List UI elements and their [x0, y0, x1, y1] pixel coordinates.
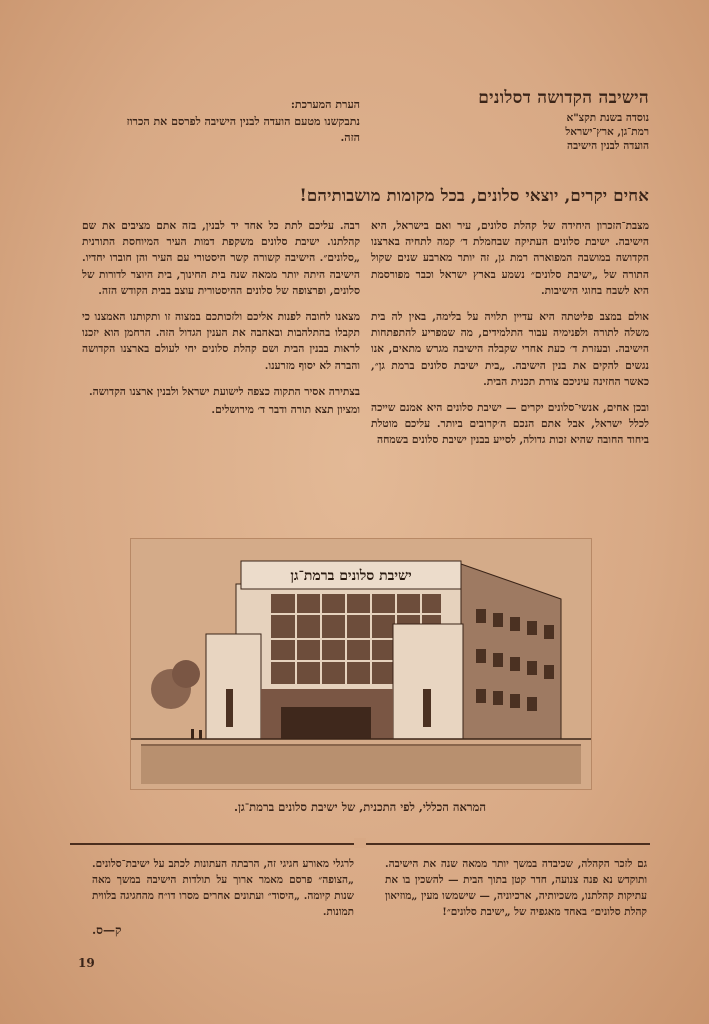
- footnote-signature: ק—ס.: [92, 923, 122, 937]
- editor-note-label: הערת המערכת:: [290, 98, 360, 111]
- masthead-founded: נוסדה בשנת תקצ"א: [566, 112, 649, 124]
- paragraph: ומציון תצא תורה ודבר ד׳ מירושלים.: [211, 404, 360, 417]
- page-number: 19: [78, 956, 95, 970]
- paragraph: ובכן אחים, אנשי־סלונים יקרים — ישיבת סלונים היא אמנם שייכה לכלל ישראל, אבל אתם הנכם ה׳קרובים ביותר. עליכם מוטלת ביחוד החובה שהיא זכות גדולה, לסייע בבנין ישיבת סלונים בשמחה: [371, 402, 649, 447]
- footnote-right: גם לזכר הקהלה, שכיבדה במשך יותר ממאה שנה את הישיבה. ותוקדש נא פנה צנועה, חדר קטן בתוך הבית — להשכין בו את עתיקות קהלתנו, משכיותיה, ארכיוניה, — שישמשו מעין „מוזיאון קהלת סלונים״ באחד מאגפיה של „ישיבת סלונים״!: [385, 858, 647, 918]
- paragraph: בצתירה אסיר התקוה כצפה לישועת ישראל ולבנין ארצנו הקדושה.: [88, 385, 360, 398]
- building-illustration: [130, 538, 592, 790]
- paragraph: מצאנו לחובה לפנות אליכם ולזכותכם במצוה זו ותקותנו האמצנו כי תקבלו בהתלהבות ובאהבה את הענין הגדול הזה. הרחמן הוא יזכנו לראות בבנין הבית ושם קהלת סלונים יחי לעולם בארצנו הקדושה והברה לא יסוף מזרענו.: [82, 311, 360, 372]
- masthead-committee: הועדה לבנין הישיבה: [567, 140, 649, 152]
- appeal-headline: אחים יקרים, יוצאי סלונים, בכל מקומות מושבותיהם!: [299, 186, 649, 205]
- masthead: [404, 88, 649, 153]
- building-drawing: [131, 539, 591, 789]
- divider-gap: [354, 838, 366, 848]
- building-sign-text: ישיבת סלונים ברמת־גן: [290, 568, 412, 584]
- paragraph: מצבת־הזכרון היחידה של קהלת סלונים, עיר ואם בישראל, היא הישיבה. ישיבת סלונים העתיקה שבחמלת ד׳ קמה לתחיה בארצנו הקדושה במושבה המפוארה רמת גן, זה יותר מארבע שנים שקול התורה של „ישיבת סלונים״ נשמע בארץ ישראל וכבר מפורסמת היא לשבח בחוגי הישיבות.: [371, 220, 649, 297]
- body-column-right: [371, 218, 649, 459]
- editor-note-text: נתבקשנו מטעם הועדה לבנין הישיבה לפרסם את הכרוז הזה.: [126, 115, 360, 144]
- editor-note: [110, 98, 360, 146]
- body-column-left: [82, 218, 360, 428]
- masthead-location: רמת־גן, ארץ־ישראל: [565, 126, 649, 138]
- footnote-left: [92, 856, 354, 938]
- figure-caption: המראה הכללי, לפי התכנית, של ישיבת סלונים ברמת־גן.: [234, 800, 486, 814]
- paragraph: אולם במצב פליטתה היא עדיין תלויה על בלימה, באין לה בית משלה לתורה ולפנימיה עבור התלמידים, מה שמפריע להתפתחות הישיבה. ובעזרת ד׳ כעת אחרי שקבלה הישיבה מגרש מתאים, אנו נגשים להקים את בנין הישיבה. „בית ישיבת סלונים ברמת גן״, כאשר החזינה עיניכם צורת תכנית הבית.: [371, 311, 649, 388]
- footnote-left-text: לרגלי מאורע חגיגי זה, הרבתה העתונות לכתב על ישיבת־סלונים. „הצופה״ פרסם מאמר ארוך על תולדות הישיבה במשך מאה שנות קיומה. „היסוד״ ועתונים אחרים מסרו דו״ח מהחגיגה בלווית תמונות.: [92, 858, 354, 918]
- paragraph: רבה. עליכם לתת כל אחד יד לבנין, בזה אתם מציבים את שם קהלתנו. ישיבת סלונים משקפת דמות העיר המיוחסת התורנית „סלונים״. הישיבה קשורה קשר היסטורי עם העיר והן חוברו יחדיו. הישיבה היתה יותר ממאה שנה בית החינוך, בית היוצר לדורות של סלונים, ופרצופה של סלונים ההיסטורית עוצב בבית הקודש הזה.: [82, 220, 360, 297]
- masthead-title: הישיבה הקדושה דסלונים: [478, 88, 649, 108]
